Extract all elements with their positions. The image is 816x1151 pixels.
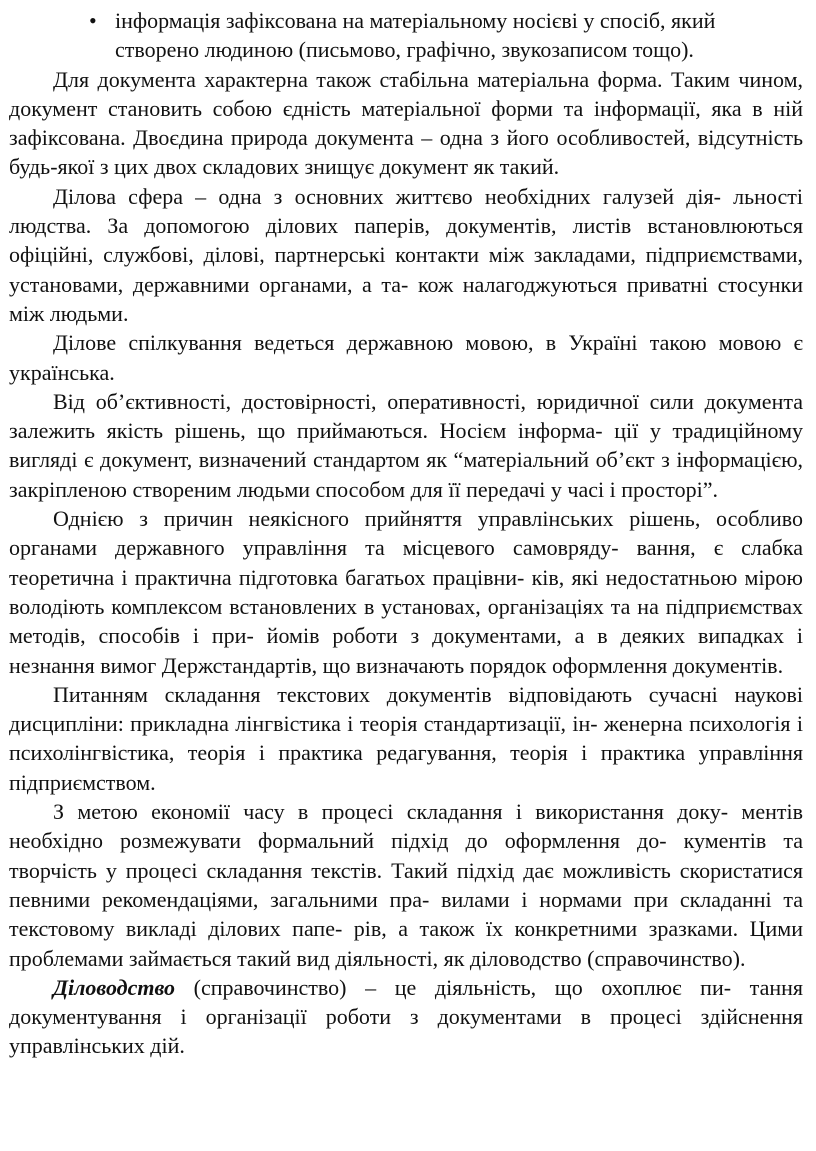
paragraph: Ділове спілкування ведеться державною мовою, в Україні такою мовою є українська.: [9, 330, 803, 385]
paragraph: З метою економії часу в процесі складання і використання доку- ментів необхідно розмежувати формальний підхід до оформлення до- кументів та творчість у процесі складання текстів. Такий підхід дає можливість скористатися певними рекомендаціями, загальними пра- вилами і нормами при складанні та текстовому викладі ділових папе- рів, а також їх конкретними зразками. Цими проблемами займається такий вид діяльності, як діловодство (справочинство).: [9, 799, 803, 971]
paragraph: Питанням складання текстових документів відповідають сучасні наукові дисципліни: прикладна лінгвістика і теорія стандартизації, ін- женерна психологія і психолінгвістика, теорія і практика редагування, теорія і практика управління підприємством.: [9, 681, 803, 795]
paragraph: Для документа характерна також стабільна матеріальна форма. Таким чином, документ становить собою єдність матеріальної форми та інформації, яка в ній зафіксована. Двоєдина природа документа – одна з його особливостей, відсутність будь-якої з цих двох складових знищує документ як такий.: [9, 66, 803, 180]
definition-term: Діловодство: [53, 974, 176, 1000]
definition-paragraph: [9, 973, 803, 1061]
definition-text: (справочинство) – це діяльність, що охоплює пи- тання документування і організації роботи з документами в процесі здійснення управлінських дій.: [9, 974, 803, 1059]
paragraph: Від об’єктивності, достовірності, оперативності, юридичної сили документа залежить якість рішень, що приймаються. Носієм інформа- ції у традиційному вигляді є документ, визначений стандартом як “матеріальний об’єкт з інформацією, закріпленою створеним людьми способом для її передачі у часі і просторі”.: [9, 388, 803, 502]
paragraph: Ділова сфера – одна з основних життєво необхідних галузей дія- льності людства. За допомогою ділових паперів, документів, листів встановлюються офіційні, службові, ділові, партнерські контакти між закладами, підприємствами, установами, державними органами, а та- кож налагоджуються приватні стосунки між людьми.: [9, 183, 803, 326]
bullet-item: [9, 6, 803, 65]
bullet-text: інформація зафіксована на матеріальному носієві у спосіб, який створено людиною (письмово, графічно, звукозаписом тощо).: [115, 8, 716, 63]
bullet-icon: •: [89, 8, 97, 33]
paragraph: Однією з причин неякісного прийняття управлінських рішень, особливо органами державного управління та місцевого самовряду- вання, є слабка теоретична і практична підготовка багатьох працівни- ків, які недостатньою мірою володіють комплексом встановлених в установах, організаціях та на підприємствах методів, способів і при- йомів роботи з документами, а в деяких випадках і незнання вимог Держстандартів, що визначають порядок оформлення документів.: [9, 506, 803, 678]
